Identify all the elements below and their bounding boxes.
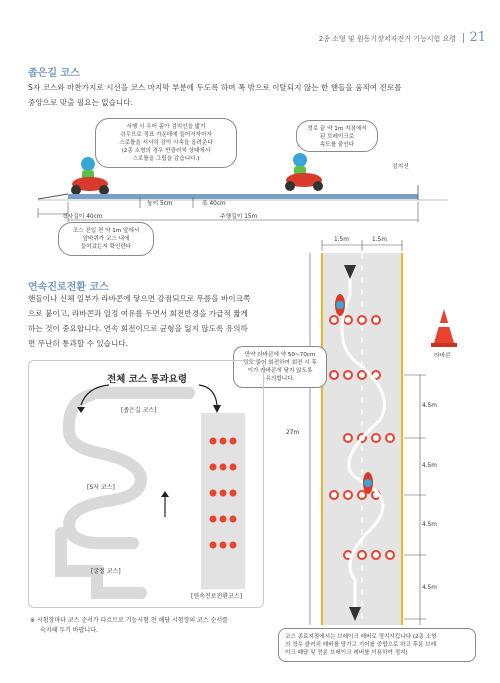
tip-bubble-right: 정로 끝 약 1m 지점에서 된 브레이크로 속도를 줄인다 [296,120,378,152]
label-cone: 라바콘 [434,353,451,359]
lane-change-diagram [300,235,460,627]
course-overview-panel [28,360,264,608]
overview-label-lane: [연속진로전환코스] [191,593,243,600]
overview-note: ※ 시험장마다 코스 순서가 다르므로 기능시험 전 해당 시험장의 코스 순서를 숙지해 두기 바랍니다. [30,617,228,634]
label-width: 폭 40cm [202,201,226,207]
rider-top-icon [363,472,373,494]
tip-bubble-mid: 만약 라바콘에 약 50~70cm 정도 붙어 회전하여 회전 시 후 이가 라바콘에 닿지 않도록 유의합니다. [233,346,327,388]
section-title-narrow: 좁은길 코스 [28,68,80,79]
body-line: 으로 붙이고, 라바콘과 일정 여유를 두면서 회전반경을 가급적 짧게 [28,309,248,318]
label-gap: 4.5m [422,463,437,469]
overview-label-s: [S자 코스] [87,484,115,491]
label-entry: 경사길이 40cm [62,214,103,220]
section-title-lane-change: 연속진로전환 코스 [28,282,109,293]
section-body-narrow [28,80,478,110]
rider-top-icon [335,294,345,316]
page-number: 21 [469,30,486,45]
label-total-length: 27m [286,430,300,436]
label-width-left: 1.5m [334,237,349,243]
body-line: 하는 것이 중요합니다. 연속 회전이므로 균형을 잃지 않도록 유의하 [28,324,248,333]
tip-bubble-bottom: 코스 진입 전 약 1m 앞에서 앞바퀴가 코스 내에 들어갔는지 확인한다 [58,222,154,256]
tip-bubble-left: 서행 시 우어 좀아 검지선을 밟기 쉬우므로 정표 가운데에 들어서자마자 스로틀을 서서히 감아 시속을 올려준다 (2종 소형의 경우 반클러치 상태에서 스로틀을 그립을 감습니다.) [95,118,237,168]
label-gap: 4.5m [422,403,437,409]
tip-bubble-end: 코스 종료지점에서는 브레이크 레버로 정지시킵니다 (2종 소형 의 경우 클러치 레버를 당기고 기어를 중립으로 하고 후륜 브레 이크 페달 및 전륜 브레이크 레버를 이용하여 정지) [278,628,476,662]
narrow-track [68,194,418,199]
label-gap: 4.5m [422,522,437,528]
label-width-right: 1.5m [372,237,387,243]
overview-label-crank: [굴절 코스] [91,568,121,575]
overview-label-narrow: [좁은길 코스] [121,407,157,414]
traffic-cone-icon [431,309,457,347]
rider-right-icon [285,153,323,191]
section-body-lane-change [28,291,288,351]
body-line: 핸들이나 신체 일부가 라바콘에 닿으면 감점되므로 무릎을 바이크쪽 [28,294,251,303]
overview-map [29,361,265,609]
label-height: 높이 5cm [147,201,173,207]
body-line: S자 코스와 마찬가지로 시선을 코스 마지막 부분에 두도록 하며 폭 밖으로 이탈되지 않는 한 핸들을 움직여 진로를 [28,83,402,92]
label-length: 주행길이 15m [220,214,258,220]
header-divider [463,33,464,43]
overview-title: 전체 코스 통과요령 [106,374,188,385]
label-sensor: 검지선 [392,164,409,170]
body-line: 면 무난히 통과할 수 있습니다. [28,339,129,348]
header-label: 2종 소형 및 원동기장치자전거 기능시험 요령 [318,35,456,43]
body-line: 중앙으로 맞출 필요는 없습니다. [28,98,134,107]
label-gap: 4.5m [422,585,437,591]
rider-left-icon [71,157,109,195]
